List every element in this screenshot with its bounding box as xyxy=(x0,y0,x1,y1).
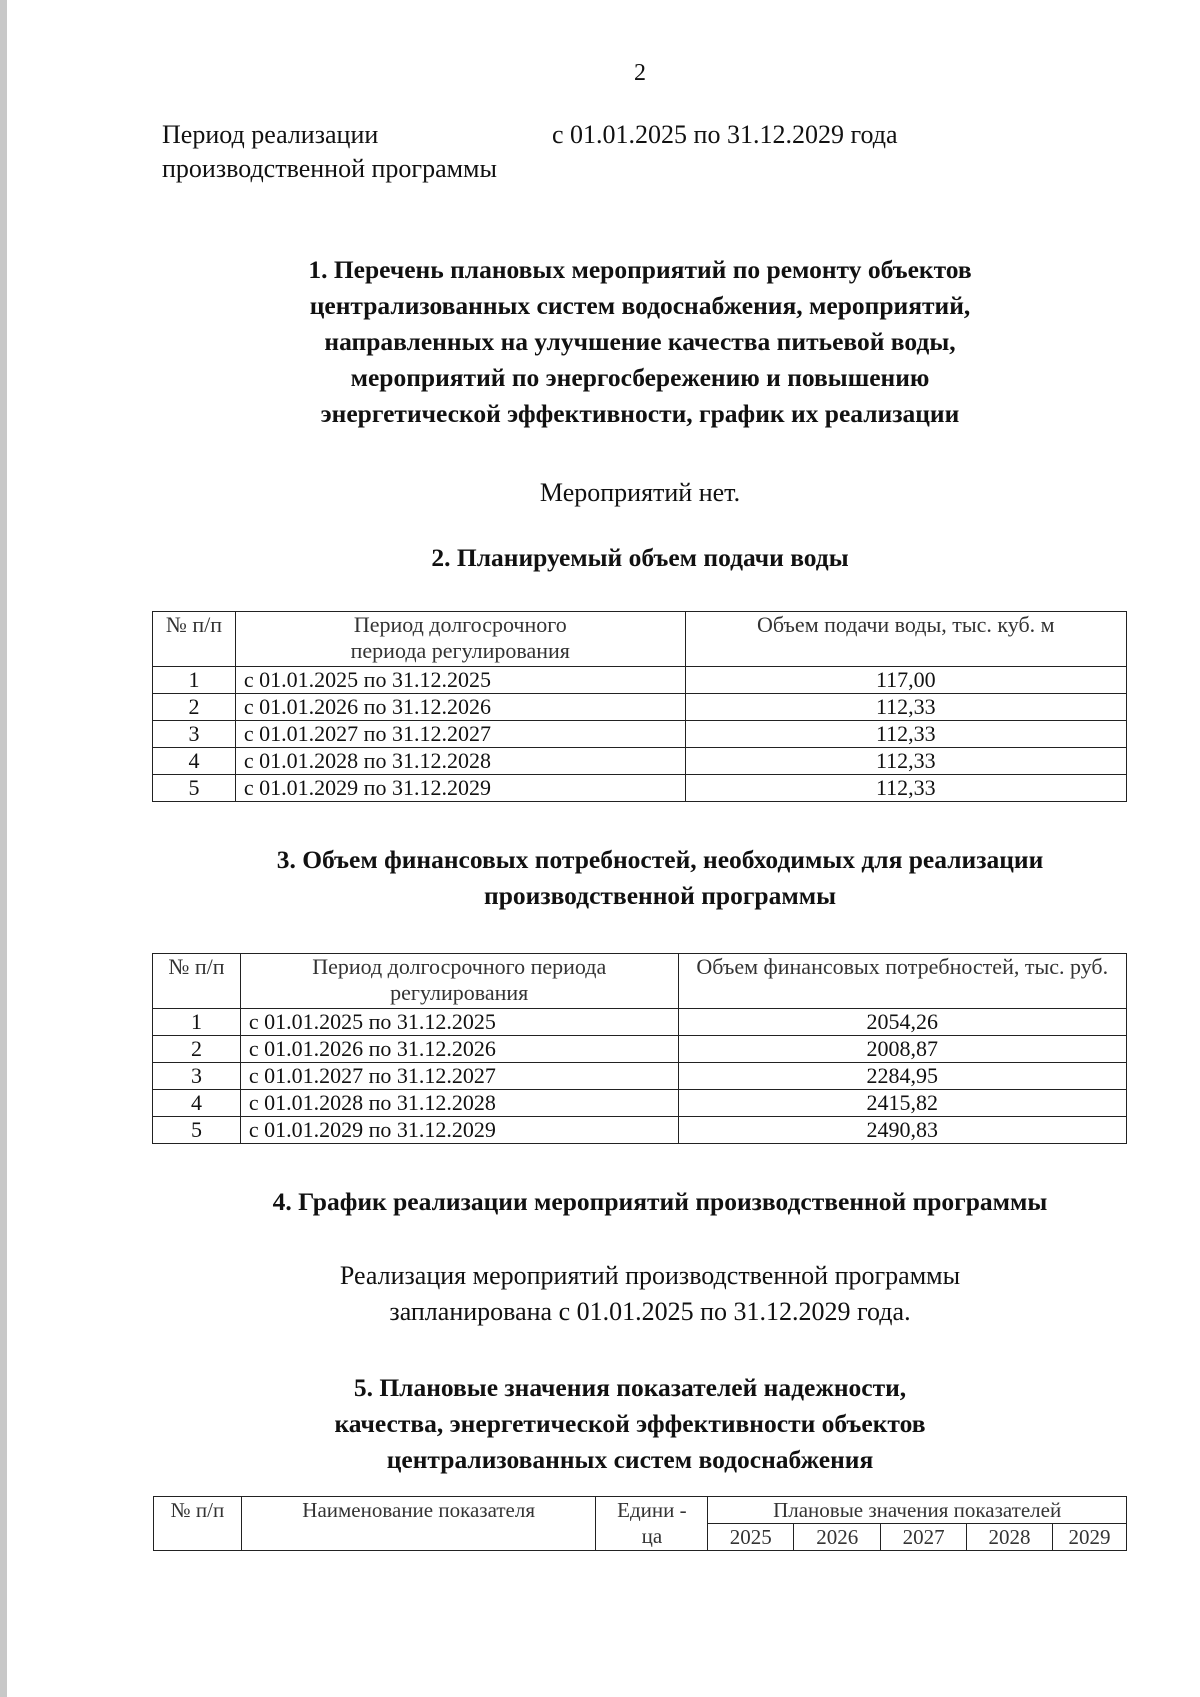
header-year: 2025 xyxy=(708,1524,794,1551)
row-period: с 01.01.2028 по 31.12.2028 xyxy=(240,1090,678,1117)
scan-left-edge xyxy=(0,0,7,1697)
indicators-table-header xyxy=(153,1496,1127,1551)
header-financial: Объем финансовых потребностей, тыс. руб. xyxy=(678,954,1126,1009)
header-unit xyxy=(596,1497,708,1551)
section-4-text-line: запланирована с 01.01.2025 по 31.12.2029 года. xyxy=(389,1297,911,1326)
section-4-text-line: Реализация мероприятий производственной программы xyxy=(339,1261,961,1290)
header-number: № п/п xyxy=(153,954,241,1009)
row-number: 4 xyxy=(153,748,236,775)
page-number: 2 xyxy=(634,60,646,86)
period-value: с 01.01.2025 по 31.12.2029 года xyxy=(552,120,898,149)
section-1-title-line: централизованных систем водоснабжения, мероприятий, xyxy=(309,291,971,320)
header-period: Период долгосрочного периода регулирования xyxy=(240,954,678,1009)
header-indicator-name: Наименование показателя xyxy=(241,1497,596,1551)
section-5-title-line: 5. Плановые значения показателей надежности, xyxy=(353,1373,907,1402)
section-5-title xyxy=(250,1370,1010,1478)
row-period: с 01.01.2026 по 31.12.2026 xyxy=(235,694,685,721)
water-volume-table xyxy=(152,611,1127,802)
row-period: с 01.01.2029 по 31.12.2029 xyxy=(240,1117,678,1144)
row-number: 1 xyxy=(153,1009,241,1036)
section-5-title-line: качества, энергетической эффективности объектов xyxy=(334,1409,926,1438)
section-1-note: Мероприятий нет. xyxy=(539,478,741,507)
header-unit-top: Едини - xyxy=(617,1498,687,1522)
row-value: 2490,83 xyxy=(678,1117,1126,1144)
header-number: № п/п xyxy=(153,612,236,667)
row-number: 2 xyxy=(153,694,236,721)
section-3-title xyxy=(200,842,1120,914)
section-4-title: 4. График реализации мероприятий производственной программы xyxy=(272,1187,1048,1216)
section-4-text xyxy=(280,1258,1020,1330)
header-planned-values: Плановые значения показателей xyxy=(708,1497,1127,1524)
row-number: 5 xyxy=(153,775,236,802)
row-number: 1 xyxy=(153,667,236,694)
row-value: 2284,95 xyxy=(678,1063,1126,1090)
row-number: 2 xyxy=(153,1036,241,1063)
section-2-title: 2. Планируемый объем подачи воды xyxy=(431,543,849,572)
section-1-title xyxy=(200,252,1080,432)
row-value: 112,33 xyxy=(685,694,1126,721)
table-row xyxy=(153,775,1127,802)
header-year: 2027 xyxy=(881,1524,967,1551)
row-value: 2415,82 xyxy=(678,1090,1126,1117)
row-value: 117,00 xyxy=(685,667,1126,694)
row-number: 4 xyxy=(153,1090,241,1117)
section-3-title-line: 3. Объем финансовых потребностей, необходимых для реализации xyxy=(276,845,1044,874)
table-row xyxy=(153,1090,1127,1117)
financial-needs-table xyxy=(152,953,1127,1144)
row-value: 112,33 xyxy=(685,748,1126,775)
table-row xyxy=(153,748,1127,775)
row-period: с 01.01.2027 по 31.12.2027 xyxy=(240,1063,678,1090)
table-row xyxy=(153,1036,1127,1063)
section-1-title-line: направленных на улучшение качества питьевой воды, xyxy=(324,327,956,356)
row-period: с 01.01.2025 по 31.12.2025 xyxy=(235,667,685,694)
row-period: с 01.01.2028 по 31.12.2028 xyxy=(235,748,685,775)
header-year: 2026 xyxy=(794,1524,881,1551)
row-period: с 01.01.2026 по 31.12.2026 xyxy=(240,1036,678,1063)
row-period: с 01.01.2029 по 31.12.2029 xyxy=(235,775,685,802)
row-value: 112,33 xyxy=(685,721,1126,748)
row-period: с 01.01.2025 по 31.12.2025 xyxy=(240,1009,678,1036)
table-row xyxy=(153,667,1127,694)
table-row xyxy=(153,694,1127,721)
section-1-title-line: энергетической эффективности, график их реализации xyxy=(320,399,960,428)
header-period: Период долгосрочного периода регулирования xyxy=(235,612,685,667)
row-value: 2054,26 xyxy=(678,1009,1126,1036)
section-3-title-line: производственной программы xyxy=(484,881,836,910)
period-label-line-2: производственной программы xyxy=(162,154,497,183)
row-number: 3 xyxy=(153,1063,241,1090)
header-volume: Объем подачи воды, тыс. куб. м xyxy=(685,612,1126,667)
section-1-title-line: 1. Перечень плановых мероприятий по ремонту объектов xyxy=(308,255,972,284)
header-unit-bottom: ца xyxy=(641,1524,663,1548)
table-header-row xyxy=(154,1497,1127,1524)
table-row xyxy=(153,1063,1127,1090)
row-period: с 01.01.2027 по 31.12.2027 xyxy=(235,721,685,748)
row-value: 112,33 xyxy=(685,775,1126,802)
row-number: 5 xyxy=(153,1117,241,1144)
row-number: 3 xyxy=(153,721,236,748)
period-label-line-1: Период реализации xyxy=(162,120,379,149)
row-value: 2008,87 xyxy=(678,1036,1126,1063)
table-row xyxy=(153,1117,1127,1144)
period-label xyxy=(162,118,522,186)
section-1-title-line: мероприятий по энергосбережению и повышению xyxy=(350,363,930,392)
table-row xyxy=(153,721,1127,748)
section-5-title-line: централизованных систем водоснабжения xyxy=(386,1445,874,1474)
header-year: 2028 xyxy=(967,1524,1053,1551)
table-row xyxy=(153,1009,1127,1036)
header-year: 2029 xyxy=(1053,1524,1127,1551)
table-header-row xyxy=(153,612,1127,667)
header-number: № п/п xyxy=(154,1497,242,1551)
table-header-row xyxy=(153,954,1127,1009)
